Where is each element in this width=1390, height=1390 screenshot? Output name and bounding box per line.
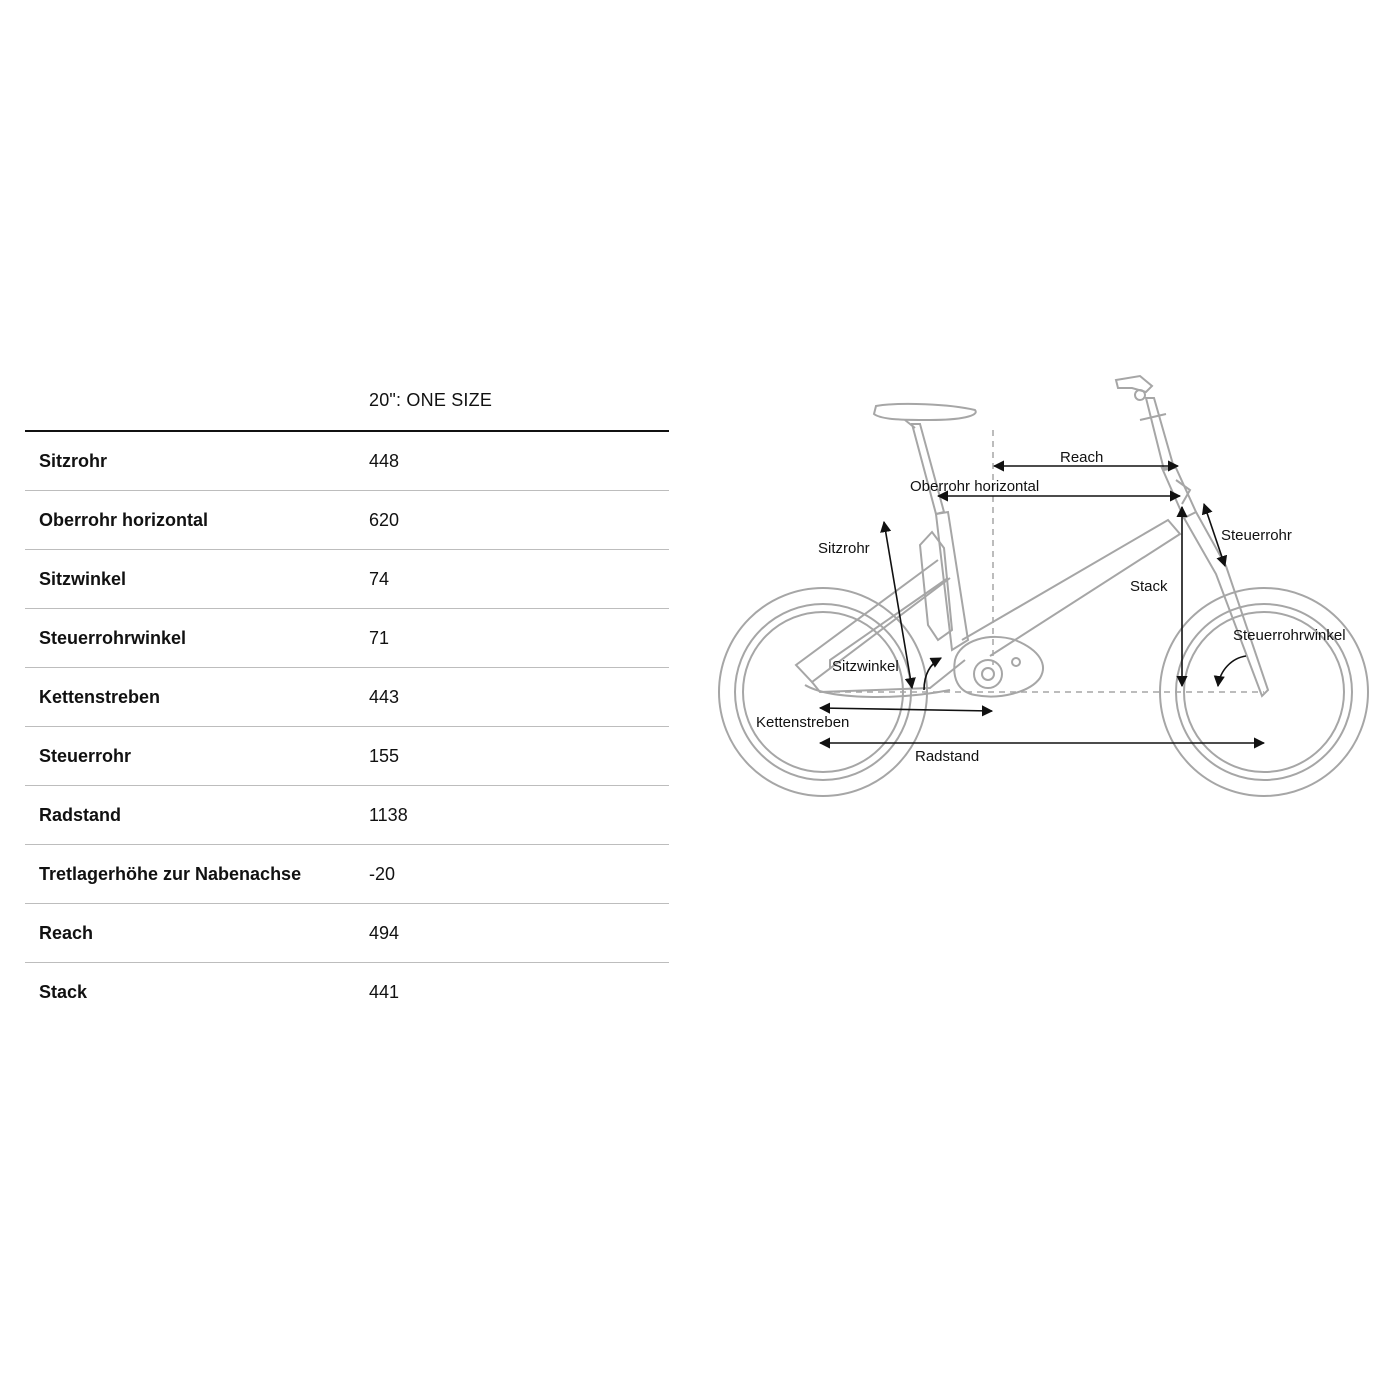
row-value: 443 bbox=[369, 687, 400, 707]
label-oberrohr: Oberrohr horizontal bbox=[910, 478, 1040, 495]
row-value: -20 bbox=[369, 864, 396, 884]
row-label: Sitzwinkel bbox=[39, 569, 127, 589]
row-label: Steuerrohrwinkel bbox=[39, 628, 187, 648]
motor bbox=[954, 637, 1043, 697]
row-label: Steuerrohr bbox=[39, 746, 132, 766]
row-value: 441 bbox=[369, 982, 400, 1002]
label-steuerrohr: Steuerrohr bbox=[1221, 527, 1292, 544]
size-header: 20": ONE SIZE bbox=[369, 390, 493, 410]
row-label: Oberrohr horizontal bbox=[39, 510, 209, 530]
bike-frame-drawing bbox=[719, 376, 1368, 796]
label-steuerrohrwinkel: Steuerrohrwinkel bbox=[1233, 627, 1346, 644]
row-label: Tretlagerhöhe zur Nabenachse bbox=[39, 864, 302, 884]
row-label: Kettenstreben bbox=[39, 687, 161, 707]
label-sitzwinkel: Sitzwinkel bbox=[832, 658, 899, 675]
reference-lines bbox=[823, 430, 1264, 692]
row-label: Reach bbox=[39, 923, 94, 943]
row-value: 74 bbox=[369, 569, 390, 589]
stem bbox=[1146, 398, 1174, 470]
row-value: 620 bbox=[369, 510, 400, 530]
handlebar bbox=[1116, 376, 1152, 392]
row-value: 155 bbox=[369, 746, 400, 766]
row-label: Radstand bbox=[39, 805, 122, 825]
kettenstreben-arrow bbox=[820, 708, 992, 711]
steuerrohrwinkel-arc bbox=[1218, 656, 1246, 686]
label-stack: Stack bbox=[1130, 578, 1168, 595]
row-label: Sitzrohr bbox=[39, 451, 108, 471]
label-radstand: Radstand bbox=[915, 748, 980, 765]
saddle bbox=[874, 404, 976, 420]
row-value: 448 bbox=[369, 451, 400, 471]
label-sitzrohr: Sitzrohr bbox=[818, 540, 870, 557]
head-tube bbox=[1162, 468, 1196, 518]
measurement-arrows bbox=[820, 466, 1264, 743]
label-reach: Reach bbox=[1060, 449, 1104, 466]
label-kettenstreben: Kettenstreben bbox=[756, 714, 850, 731]
row-label: Stack bbox=[39, 982, 88, 1002]
row-value: 494 bbox=[369, 923, 400, 943]
row-value: 1138 bbox=[369, 805, 408, 825]
row-value: 71 bbox=[369, 628, 390, 648]
seatpost bbox=[912, 424, 944, 514]
